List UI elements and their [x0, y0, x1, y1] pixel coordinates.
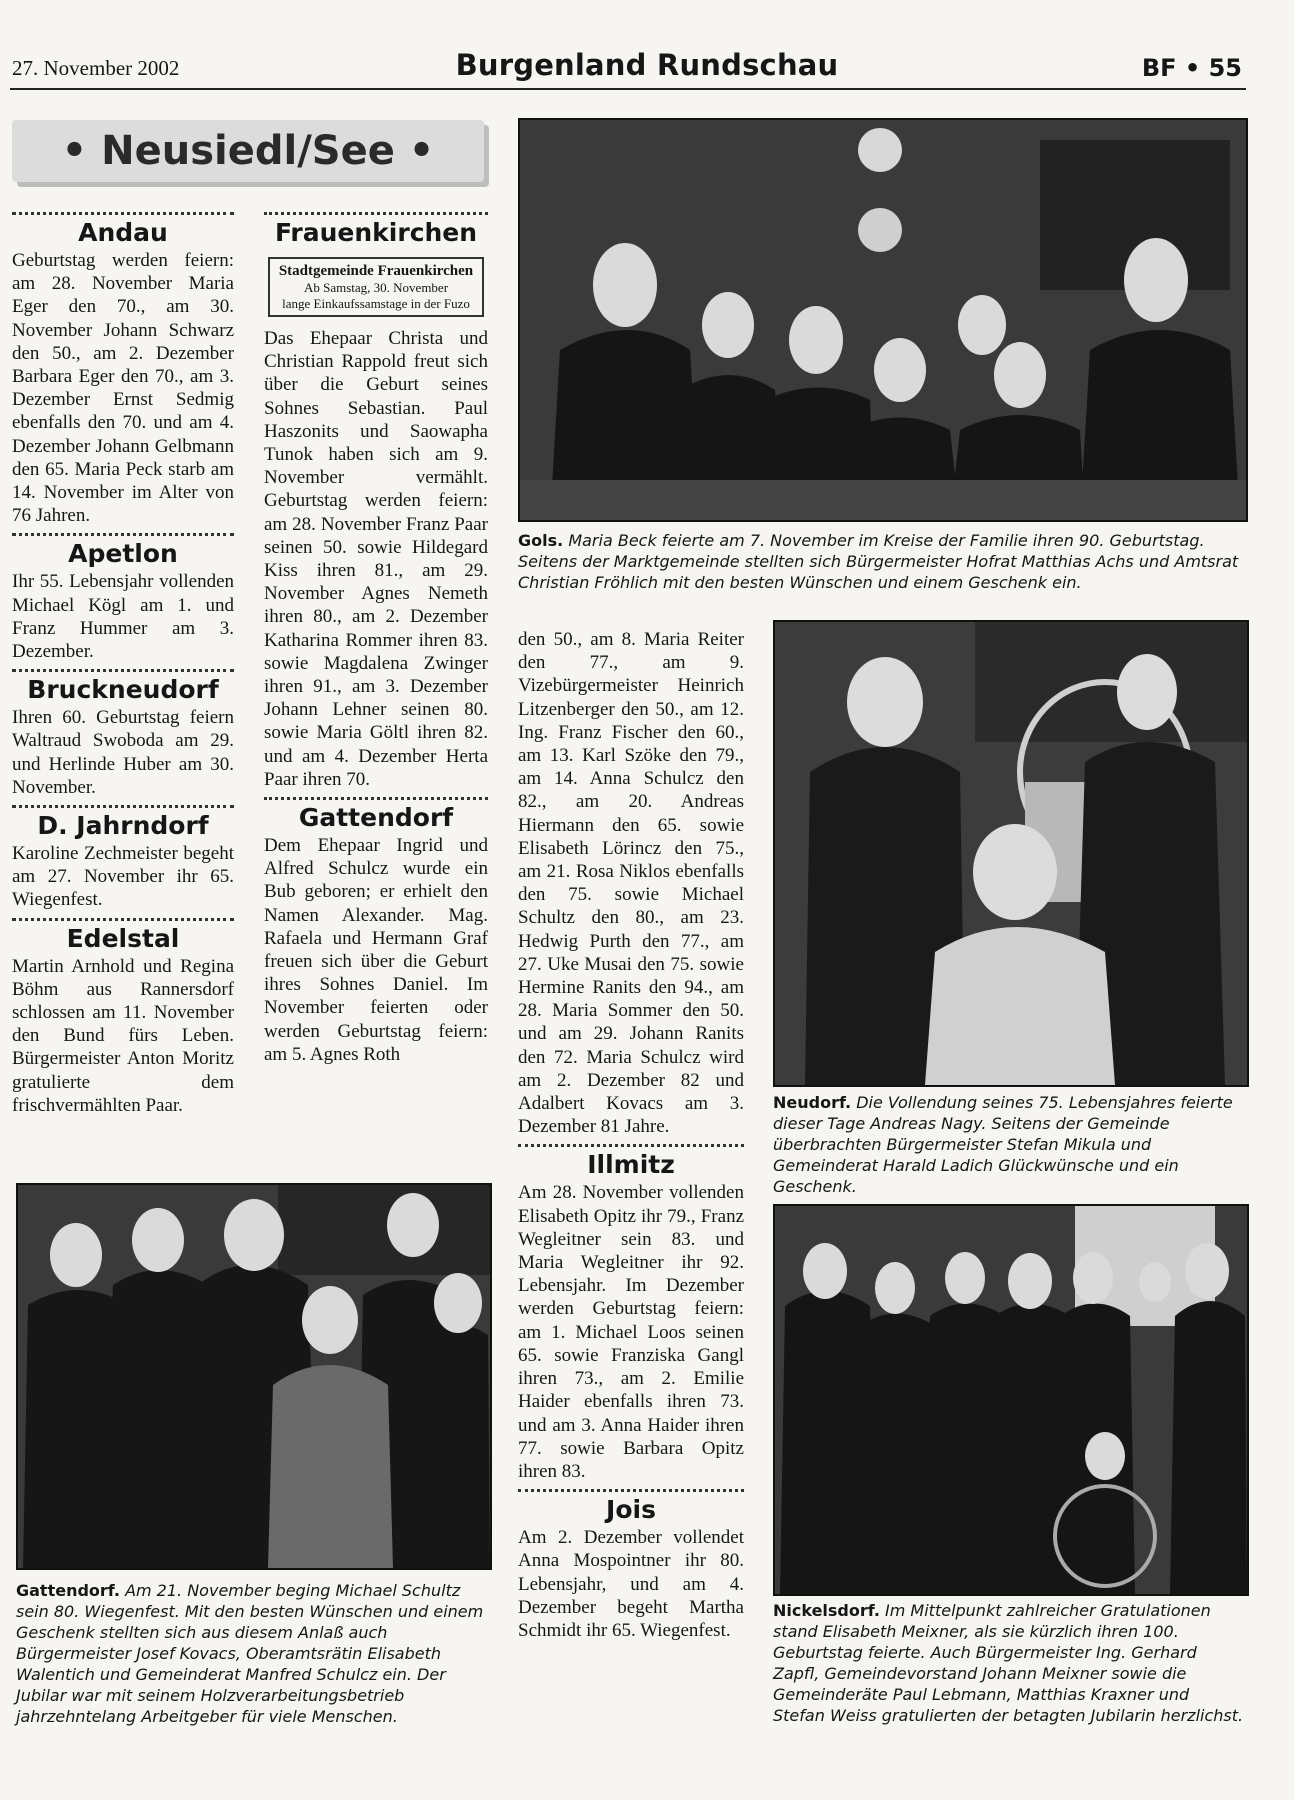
divider — [12, 533, 234, 536]
divider — [518, 1489, 744, 1492]
text-andau: Geburtstag werden feiern: am 28. November Maria Eger den 70., am 30. November Johann Schwarz den 50., am 2. Dezember Barbara Eger den 70., am 3. Dezember Ernst Sedmig ebenfalls den 70. und am 4. Dezember Johann Gelbmann den 65. Maria Peck starb am 14. November im Alter von 76 Jahren. — [12, 250, 234, 527]
caption-neudorf-place: Neudorf. — [773, 1093, 852, 1112]
text-illmitz: Am 28. November vollenden Elisabeth Opitz ihr 79., Franz Wegleitner sein 83. und Maria Wegleitner ihr 92. Lebensjahr. Im Dezember werden Geburtstag feiern: am 1. Michael Loos seinen 65. sowie Franziska Gangl ihren 73., am 2. Emilie Haider ebenfalls ihren 73. und am 3. Anna Haider ihren 77. sowie Barbara Opitz ihren 83. — [518, 1182, 744, 1482]
caption-gattendorf-place: Gattendorf. — [16, 1581, 120, 1600]
ad-box — [268, 257, 484, 317]
section-banner: • Neusiedl/See • — [12, 120, 484, 182]
divider — [518, 1144, 744, 1147]
text-gattendorf-continued: den 50., am 8. Maria Reiter den 77., am 9. Vizebürgermeister Heinrich Litzenberger den 50., am 12. Ing. Franz Fischer den 60., am 13. Karl Szöke den 79., am 14. Anna Schulcz den 82., am 20. Andreas Hiermann den 65. sowie Elisabeth Lörincz den 75., am 21. Rosa Niklos ebenfalls den 75. sowie Michael Schultz den 80., am 23. Hedwig Purth den 77., am 27. Uke Musai den 75. sowie Hermine Ranits den 94., am 28. Maria Sommer den 50. und am 29. Johann Ranits den 72. Maria Schulcz wird am 2. Dezember 82 und Adalbert Kovacs am 3. Dezember 81 Jahre. — [518, 629, 744, 1138]
divider — [12, 669, 234, 672]
caption-nickelsdorf-text — [773, 1600, 1245, 1726]
heading-apetlon: Apetlon — [68, 539, 178, 569]
photo-gols — [518, 118, 1248, 522]
photo-gattendorf — [16, 1183, 492, 1570]
text-jois: Am 2. Dezember vollendet Anna Mospointner ihr 80. Lebensjahr, und am 4. Dezember begeht Martha Schmidt ihr 65. Wiegenfest. — [518, 1527, 744, 1641]
ad-title: Stadtgemeinde Frauenkirchen — [278, 263, 474, 279]
text-apetlon: Ihr 55. Lebensjahr vollenden Michael Kögl am 1. und Franz Hummer am 3. Dezember. — [12, 571, 234, 663]
caption-gattendorf-body: Am 21. November beging Michael Schultz sein 80. Wiegenfest. Mit den besten Wünschen und einem Geschenk stellten sich aus diesem Anlaß auch Bürgermeister Josef Kovacs, Oberamtsrätin Elisabeth Walentich und Gemeinderat Manfred Schulcz ein. Der Jubilar war mit seinem Holzverarbeitungsbetrieb jahrzehntelang Arbeitgeber für viele Menschen. — [16, 1581, 484, 1726]
heading-edelstal: Edelstal — [66, 923, 180, 953]
heading-bruckneudorf: Bruckneudorf — [27, 675, 219, 705]
header-rule — [10, 88, 1246, 90]
text-frauenkirchen: Das Ehepaar Christa und Christian Rappold freut sich über die Geburt seines Sohnes Sebastian. Paul Haszonits und Saowapha Tunok haben sich am 9. November vermählt. Geburtstag werden feiern: am 28. November Franz Paar seinen 50. sowie Hildegard Kiss ihren 81., am 29. November Agnes Nemeth ihren 80., am 2. Dezember Katharina Rommer ihren 83. sowie Magdalena Zwinger ihren 91., am 3. Dezember Johann Lehner seinen 80. sowie Maria Göltl ihren 82. und am 4. Dezember Herta Paar ihren 70. — [264, 328, 488, 790]
column-3 — [518, 628, 744, 1642]
divider — [264, 797, 488, 800]
column-1 — [12, 212, 234, 1117]
caption-neudorf-body: Die Vollendung seines 75. Lebensjahres feierte dieser Tage Andreas Nagy. Seitens der Gemeinde überbrachten Bürgermeister Stefan Mikula und Gemeinderat Harald Ladich Glückwünsche und ein Geschenk. — [773, 1093, 1233, 1196]
caption-neudorf — [773, 1092, 1245, 1197]
ad-line-2: lange Einkaufssamstage in der Fuzo — [282, 296, 470, 311]
issue-date: 27. November 2002 — [12, 56, 180, 80]
caption-gols-body: Maria Beck feierte am 7. November im Kreise der Familie ihren 90. Geburtstag. Seitens der Marktgemeinde stellten sich Bürgermeister Hofrat Matthias Achs und Amtsrat Christian Fröhlich mit den besten Wünschen und einem Geschenk ein. — [518, 531, 1239, 592]
heading-frauenkirchen: Frauenkirchen — [274, 218, 478, 247]
heading-jois: Jois — [606, 1495, 656, 1525]
caption-gattendorf — [16, 1580, 486, 1727]
divider — [264, 212, 488, 215]
photo-neudorf — [773, 620, 1249, 1087]
ad-line-1: Ab Samstag, 30. November — [303, 280, 449, 295]
caption-neudorf-text — [773, 1092, 1245, 1197]
heading-gattendorf: Gattendorf — [298, 803, 454, 833]
column-2 — [264, 212, 488, 1066]
heading-jahrndorf: D. Jahrndorf — [37, 811, 209, 841]
caption-gols-place: Gols. — [518, 531, 564, 550]
divider — [12, 212, 234, 215]
caption-nickelsdorf-place: Nickelsdorf. — [773, 1601, 880, 1620]
text-jahrndorf: Karoline Zechmeister begeht am 27. November ihr 65. Wiegenfest. — [12, 843, 234, 911]
caption-gols — [518, 530, 1244, 593]
heading-andau: Andau — [78, 218, 168, 247]
text-edelstal: Martin Arnhold und Regina Böhm aus Rannersdorf schlossen am 11. November den Bund fürs Leben. Bürgermeister Anton Moritz gratulierte dem frischvermählten Paar. — [12, 955, 234, 1116]
newspaper-title: Burgenland Rundschau — [455, 48, 839, 82]
caption-gattendorf-text — [16, 1580, 486, 1727]
photo-nickelsdorf — [773, 1204, 1249, 1596]
page-marker: BF • 55 — [1141, 54, 1242, 82]
divider — [12, 805, 234, 808]
caption-nickelsdorf — [773, 1600, 1245, 1726]
heading-illmitz: Illmitz — [587, 1150, 675, 1180]
divider — [12, 918, 234, 921]
caption-nickelsdorf-body: Im Mittelpunkt zahlreicher Gratulationen stand Elisabeth Meixner, als sie kürzlich ihren 100. Geburtstag feierte. Auch Bürgermeister Ing. Gerhard Zapfl, Gemeindevorstand Johann Meixner sowie die Gemeinderäte Paul Lebmann, Matthias Kraxner und Stefan Weiss gratulierten der betagten Jubilarin herzlichst. — [773, 1601, 1244, 1725]
text-gattendorf: Dem Ehepaar Ingrid und Alfred Schulcz wurde ein Bub geboren; er erhielt den Namen Alexander. Mag. Rafaela und Hermann Graf freuen sich über die Geburt ihres Sohnes Daniel. Im November feierten oder werden Geburtstag feiern: am 5. Agnes Roth — [264, 835, 488, 1065]
caption-gols-text — [518, 530, 1244, 593]
text-bruckneudorf: Ihren 60. Geburtstag feiern Waltraud Swoboda am 29. und Herlinde Huber am 30. November. — [12, 707, 234, 798]
